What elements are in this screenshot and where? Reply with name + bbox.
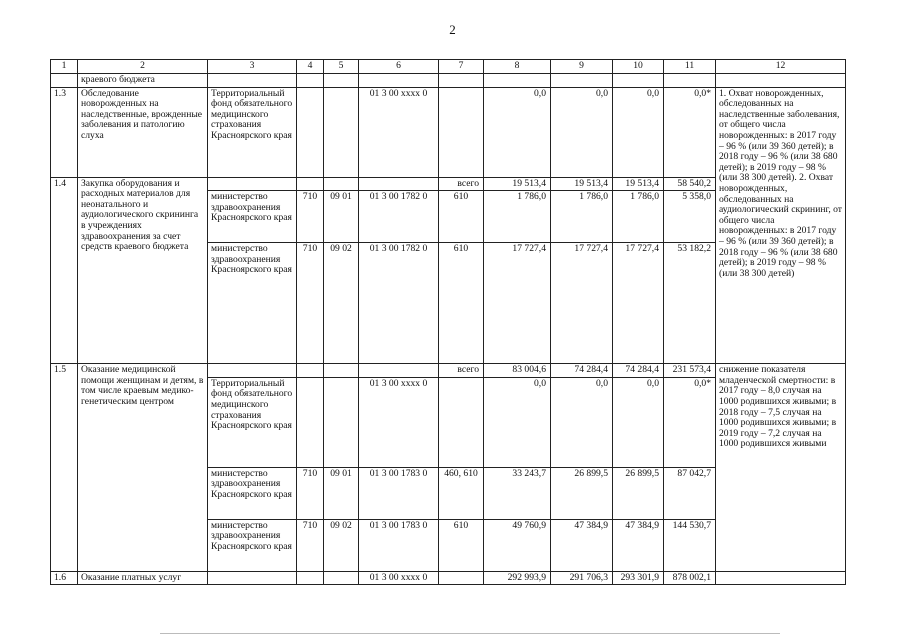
rzpr [324, 364, 359, 378]
col-header: 8 [484, 60, 551, 74]
vr: 460, 610 [439, 467, 484, 519]
value-2018: 0,0 [551, 87, 613, 177]
value-2017: 19 513,4 [484, 177, 551, 191]
value-2019: 19 513,4 [613, 177, 664, 191]
col-header: 2 [78, 60, 208, 74]
value-2017: 17 727,4 [484, 243, 551, 364]
cell [51, 74, 78, 88]
value-2019: 1 786,0 [613, 191, 664, 243]
cell [551, 74, 613, 88]
value-2017: 83 004,6 [484, 364, 551, 378]
cell [716, 74, 846, 88]
value-2018: 1 786,0 [551, 191, 613, 243]
cell [439, 74, 484, 88]
header-row [51, 60, 846, 74]
value-total: 87 042,7 [664, 467, 716, 519]
value-2018: 26 899,5 [551, 467, 613, 519]
scan-edge-line [160, 633, 780, 634]
row-1-3 [51, 87, 846, 177]
vr [439, 377, 484, 467]
value-2019: 0,0 [613, 377, 664, 467]
csr-code [359, 177, 439, 191]
executor [208, 364, 297, 378]
csr-code: 01 3 00 хххх 0 [359, 87, 439, 177]
value-2019: 47 384,9 [613, 519, 664, 571]
executor: Территориальный фонд обязательного медицинского страхования Красноярского края [208, 87, 297, 177]
cell [359, 74, 439, 88]
continuation-text: краевого бюджета [78, 74, 208, 88]
rzpr [324, 571, 359, 585]
value-2018: 19 513,4 [551, 177, 613, 191]
executor: министерство здравоохранения Красноярского края [208, 519, 297, 571]
executor: министерство здравоохранения Красноярского края [208, 243, 297, 364]
col-header: 1 [51, 60, 78, 74]
continuation-row [51, 74, 846, 88]
rzpr: 09 01 [324, 467, 359, 519]
expected-results-1: 1. Охват новорожденных, обследованных на наследственные заболевания, от общего числа новорожденных: в 2017 году – 96 % (или 39 360 детей); в 2018 году – 96 % (или 38 680 детей); в 2019 году – 98 % (или 38 300 детей). 2. Охват новорожденных, обследованных на аудиологический скрининг, от общего числа новорожденных: в 2017 году – 96 % (или 39 360 детей); в 2018 году – 96 % (или 38 680 детей); в 2019 году – 98 % (или 38 300 детей) [716, 87, 846, 364]
csr-code: 01 3 00 хххх 0 [359, 571, 439, 585]
grbs: 710 [297, 467, 324, 519]
csr-code [359, 364, 439, 378]
rzpr: 09 02 [324, 519, 359, 571]
col-header: 6 [359, 60, 439, 74]
value-2019: 17 727,4 [613, 243, 664, 364]
csr-code: 01 3 00 1782 0 [359, 243, 439, 364]
grbs [297, 377, 324, 467]
value-2018: 47 384,9 [551, 519, 613, 571]
expected-results-2: снижение показателя младенческой смертности: в 2017 году – 8,0 случая на 1000 родившихся живыми; в 2018 году – 7,5 случая на 1000 родившихся живыми; в 2019 году – 7,2 случая на 1000 родившихся живыми [716, 364, 846, 572]
vr: 610 [439, 191, 484, 243]
value-2017: 49 760,9 [484, 519, 551, 571]
row-number: 1.4 [51, 177, 78, 364]
col-header: 3 [208, 60, 297, 74]
grbs [297, 177, 324, 191]
col-header: 11 [664, 60, 716, 74]
value-2017: 0,0 [484, 377, 551, 467]
grbs: 710 [297, 191, 324, 243]
grbs: 710 [297, 243, 324, 364]
value-2018: 74 284,4 [551, 364, 613, 378]
value-2019: 0,0 [613, 87, 664, 177]
value-2018: 291 706,3 [551, 571, 613, 585]
executor [208, 177, 297, 191]
program-table [50, 59, 846, 585]
csr-code: 01 3 00 1783 0 [359, 467, 439, 519]
grbs [297, 364, 324, 378]
rzpr [324, 377, 359, 467]
vr [439, 571, 484, 585]
cell [324, 74, 359, 88]
value-2019: 74 284,4 [613, 364, 664, 378]
item-name: Оказание медицинской помощи женщинам и детям, в том числе краевым медико-генетическим центром [78, 364, 208, 572]
row-number: 1.5 [51, 364, 78, 572]
csr-code: 01 3 00 1783 0 [359, 519, 439, 571]
rzpr: 09 01 [324, 191, 359, 243]
col-header: 12 [716, 60, 846, 74]
value-total: 53 182,2 [664, 243, 716, 364]
executor: министерство здравоохранения Красноярского края [208, 191, 297, 243]
item-name: Оказание платных услуг [78, 571, 208, 585]
row-1-5-total [51, 364, 846, 378]
rzpr [324, 177, 359, 191]
value-2017: 1 786,0 [484, 191, 551, 243]
value-total: 144 530,7 [664, 519, 716, 571]
value-total: 58 540,2 [664, 177, 716, 191]
cell [484, 74, 551, 88]
expected-results-3 [716, 571, 846, 585]
executor: Территориальный фонд обязательного медицинского страхования Красноярского края [208, 377, 297, 467]
value-total: 0,0* [664, 377, 716, 467]
value-2017: 0,0 [484, 87, 551, 177]
row-number: 1.6 [51, 571, 78, 585]
vr: 610 [439, 243, 484, 364]
value-2018: 0,0 [551, 377, 613, 467]
executor [208, 571, 297, 585]
grbs: 710 [297, 519, 324, 571]
cell [613, 74, 664, 88]
value-2019: 293 301,9 [613, 571, 664, 585]
item-name: Закупка оборудования и расходных материалов для неонатального и аудиологического скрининга в учреждениях здравоохранения за счет средств краевого бюджета [78, 177, 208, 364]
value-total: 5 358,0 [664, 191, 716, 243]
vr: 610 [439, 519, 484, 571]
row-1-6 [51, 571, 846, 585]
value-2018: 17 727,4 [551, 243, 613, 364]
value-total: 231 573,4 [664, 364, 716, 378]
csr-code: 01 3 00 хххх 0 [359, 377, 439, 467]
value-2019: 26 899,5 [613, 467, 664, 519]
col-header: 10 [613, 60, 664, 74]
executor: министерство здравоохранения Красноярского края [208, 467, 297, 519]
vr [439, 87, 484, 177]
rzpr: 09 02 [324, 243, 359, 364]
grbs [297, 87, 324, 177]
value-2017: 292 993,9 [484, 571, 551, 585]
col-header: 7 [439, 60, 484, 74]
grbs [297, 571, 324, 585]
value-2017: 33 243,7 [484, 467, 551, 519]
csr-code: 01 3 00 1782 0 [359, 191, 439, 243]
page-number: 2 [449, 22, 456, 37]
rzpr [324, 87, 359, 177]
col-header: 5 [324, 60, 359, 74]
row-number: 1.3 [51, 87, 78, 177]
value-total: 878 002,1 [664, 571, 716, 585]
cell [664, 74, 716, 88]
col-header: 9 [551, 60, 613, 74]
vr: всего [439, 364, 484, 378]
item-name: Обследование новорожденных на наследственные, врожденные заболевания и патологию слуха [78, 87, 208, 177]
value-total: 0,0* [664, 87, 716, 177]
cell [208, 74, 297, 88]
col-header: 4 [297, 60, 324, 74]
cell [297, 74, 324, 88]
vr: всего [439, 177, 484, 191]
